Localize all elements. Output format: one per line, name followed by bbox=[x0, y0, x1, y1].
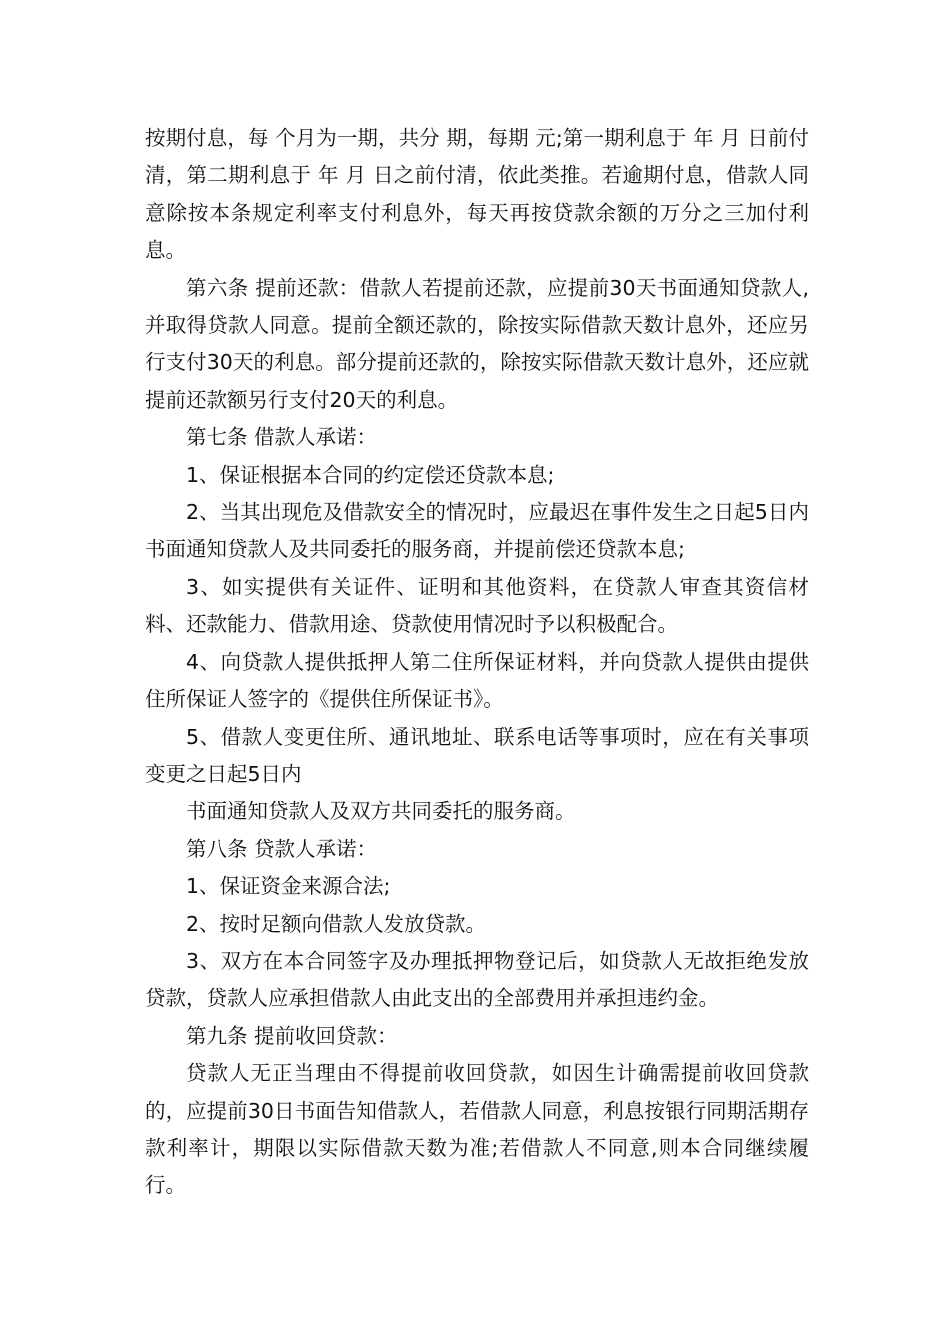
document-body bbox=[145, 120, 809, 1205]
paragraph-article-6-early-repayment: 第六条 提前还款：借款人若提前还款，应提前30天书面通知贷款人,并取得贷款人同意。提前全额还款的，除按实际借款天数计息外，还应另行支付30天的利息。部分提前还款的，除按实际借款天数计息外，还应就提前还款额另行支付20天的利息。 bbox=[145, 275, 809, 412]
paragraph-article-7-item-5: 5、借款人变更住所、通讯地址、联系电话等事项时，应在有关事项变更之日起5日内 bbox=[145, 724, 809, 786]
paragraph-article-7-item-2: 2、当其出现危及借款安全的情况时，应最迟在事件发生之日起5日内书面通知贷款人及共同委托的服务商，并提前偿还贷款本息; bbox=[145, 500, 809, 562]
paragraph-article-9-heading: 第九条 提前收回贷款： bbox=[186, 1023, 398, 1048]
paragraph-article-8-item-3: 3、双方在本合同签字及办理抵押物登记后，如贷款人无故拒绝发放贷款，贷款人应承担借款人由此支出的全部费用并承担违约金。 bbox=[145, 948, 809, 1011]
paragraph-article-7-item-5-continued: 书面通知贷款人及双方共同委托的服务商。 bbox=[186, 799, 576, 824]
paragraph-article-8-heading: 第八条 贷款人承诺： bbox=[186, 836, 378, 861]
paragraph-article-8-item-1: 1、保证资金来源合法; bbox=[186, 874, 391, 899]
paragraph-article-8-item-2: 2、按时足额向借款人发放贷款。 bbox=[186, 911, 487, 936]
paragraph-interest-payment: 按期付息，每 个月为一期，共分 期，每期 元;第一期利息于 年 月 日前付清，第二期利息于 年 月 日之前付清，依此类推。若逾期付息，借款人同意除按本条规定利率支付利息外，每天再按贷款余额的万分之三加付利息。 bbox=[145, 126, 809, 263]
paragraph-article-7-item-3: 3、如实提供有关证件、证明和其他资料，在贷款人审查其资信材料、还款能力、借款用途、贷款使用情况时予以积极配合。 bbox=[145, 574, 809, 637]
paragraph-article-7-item-4: 4、向贷款人提供抵押人第二住所保证材料，并向贷款人提供由提供住所保证人签字的《提供住所保证书》。 bbox=[145, 649, 809, 712]
paragraph-article-7-heading: 第七条 借款人承诺： bbox=[186, 425, 378, 450]
paragraph-article-9-body: 贷款人无正当理由不得提前收回贷款，如因生计确需提前收回贷款的，应提前30日书面告知借款人，若借款人同意，利息按银行同期活期存款利率计，期限以实际借款天数为准;若借款人不同意,则本合同继续履行。 bbox=[145, 1061, 809, 1198]
paragraph-article-7-item-1: 1、保证根据本合同的约定偿还贷款本息; bbox=[186, 462, 555, 487]
